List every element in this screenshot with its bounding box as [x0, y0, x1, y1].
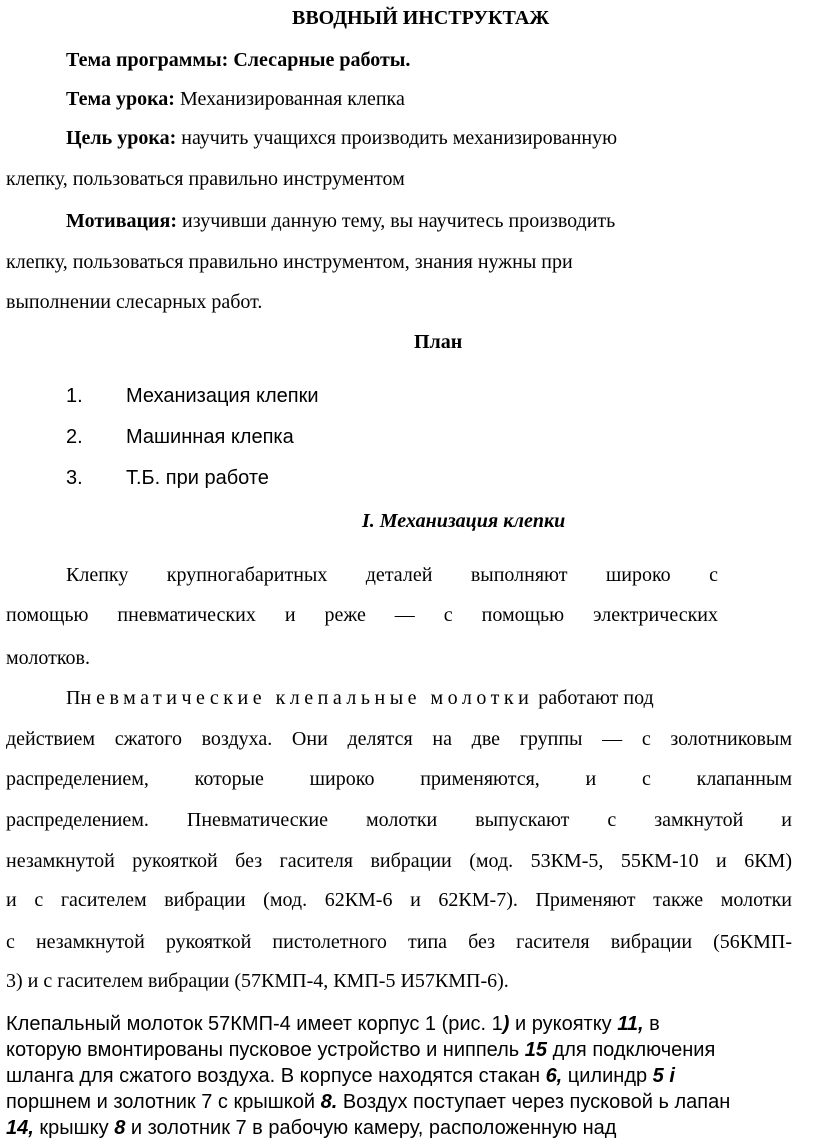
- plan-item-number: 1.: [66, 385, 83, 407]
- text-run: и рукоятку: [509, 1013, 618, 1035]
- lesson-topic: [66, 87, 405, 111]
- text-run: Пн: [66, 687, 97, 709]
- paragraph-line: и с гасителем вибрации (мод. 62КМ-6 и 62КМ-7). Применяют также молотки: [6, 889, 792, 911]
- text-run: шланга для сжатого воздуха. В корпусе находятся стакан: [6, 1065, 546, 1087]
- part-number: 6,: [545, 1065, 563, 1087]
- paragraph-line: молотков.: [6, 647, 90, 669]
- paragraph-line: помощью пневматических и реже — с помощью электрических: [6, 604, 718, 626]
- document-title: ВВОДНЫЙ ИНСТРУКТАЖ: [292, 7, 550, 29]
- paragraph-line: незамкнутой рукояткой без гасителя вибрации (мод. 53КМ-5, 55КМ-10 и 6КМ): [6, 850, 792, 872]
- text-run: цилиндр: [562, 1065, 653, 1087]
- part-number: 11,: [617, 1013, 644, 1035]
- text-run: поршнем и золотник 7 с крышкой: [6, 1091, 321, 1113]
- paragraph-line: [66, 686, 654, 710]
- paragraph-line: 3) и с гасителем вибрации (57КМП-4, КМП-5 И57КМП-6).: [6, 970, 509, 992]
- motivation: [66, 209, 615, 233]
- part-number: 14,: [6, 1117, 34, 1139]
- section-heading: I. Механизация клепки: [362, 510, 566, 532]
- lesson-goal-value: научить учащихся производить механизированную: [176, 127, 618, 149]
- motivation-value: изучивши данную тему, вы научитесь производить: [177, 210, 616, 232]
- lesson-goal-cont: клепку, пользоваться правильно инструментом: [6, 168, 405, 190]
- paragraph-line: [6, 1090, 730, 1114]
- paragraph-line: Клепку крупногабаритных деталей выполняют широко с: [66, 564, 718, 586]
- text-run: Воздух поступает через пусковой ь лапан: [337, 1091, 731, 1113]
- text-run: в: [643, 1013, 660, 1035]
- lesson-topic-label: Тема урока:: [66, 88, 175, 110]
- plan-heading: План: [414, 331, 463, 353]
- program-topic: Тема программы: Слесарные работы.: [66, 49, 411, 71]
- paragraph-line: [6, 1116, 616, 1140]
- motivation-label: Мотивация:: [66, 210, 178, 232]
- plan-item-text: Машинная клепка: [126, 426, 294, 448]
- motivation-cont-1: клепку, пользоваться правильно инструментом, знания нужны при: [6, 251, 573, 273]
- paragraph-line: [6, 1064, 675, 1088]
- text-run: и золотник 7 в рабочую камеру, расположенную над: [125, 1117, 617, 1139]
- text-run: ): [502, 1013, 510, 1035]
- plan-item-number: 3.: [66, 467, 83, 489]
- lesson-topic-value: Механизированная клепка: [174, 88, 405, 110]
- paragraph-line: действием сжатого воздуха. Они делятся на две группы — с золотниковым: [6, 728, 792, 750]
- part-number: 8: [114, 1117, 126, 1139]
- text-run: для подключения: [547, 1039, 716, 1061]
- text-run: которую вмонтированы пусковое устройство и ниппель: [6, 1039, 525, 1061]
- text-run: Клепальный молоток 57КМП-4 имеет корпус 1 (рис. 1: [6, 1013, 503, 1035]
- part-number: 8.: [320, 1091, 338, 1113]
- paragraph-line: с незамкнутой рукояткой пистолетного типа без гасителя вибрации (56КМП-: [6, 931, 792, 953]
- part-number: 5 і: [652, 1065, 675, 1087]
- lesson-goal-label: Цель урока:: [66, 127, 177, 149]
- paragraph-line: [6, 1038, 715, 1062]
- plan-item-text: Механизация клепки: [126, 385, 319, 407]
- plan-item-text: Т.Б. при работе: [126, 467, 269, 489]
- part-number: 15: [524, 1039, 548, 1061]
- paragraph-line: распределением, которые широко применяются, и с клапанным: [6, 768, 792, 790]
- plan-item-number: 2.: [66, 426, 83, 448]
- text-run: работают под: [533, 687, 654, 709]
- paragraph-line: [6, 1012, 660, 1036]
- lesson-goal: [66, 126, 617, 150]
- paragraph-line: распределением. Пневматические молотки выпускают с замкнутой и: [6, 809, 792, 831]
- text-run: крышку: [33, 1117, 115, 1139]
- spaced-term: евматические клепальные молотки: [96, 687, 534, 709]
- motivation-cont-2: выполнении слесарных работ.: [6, 291, 263, 313]
